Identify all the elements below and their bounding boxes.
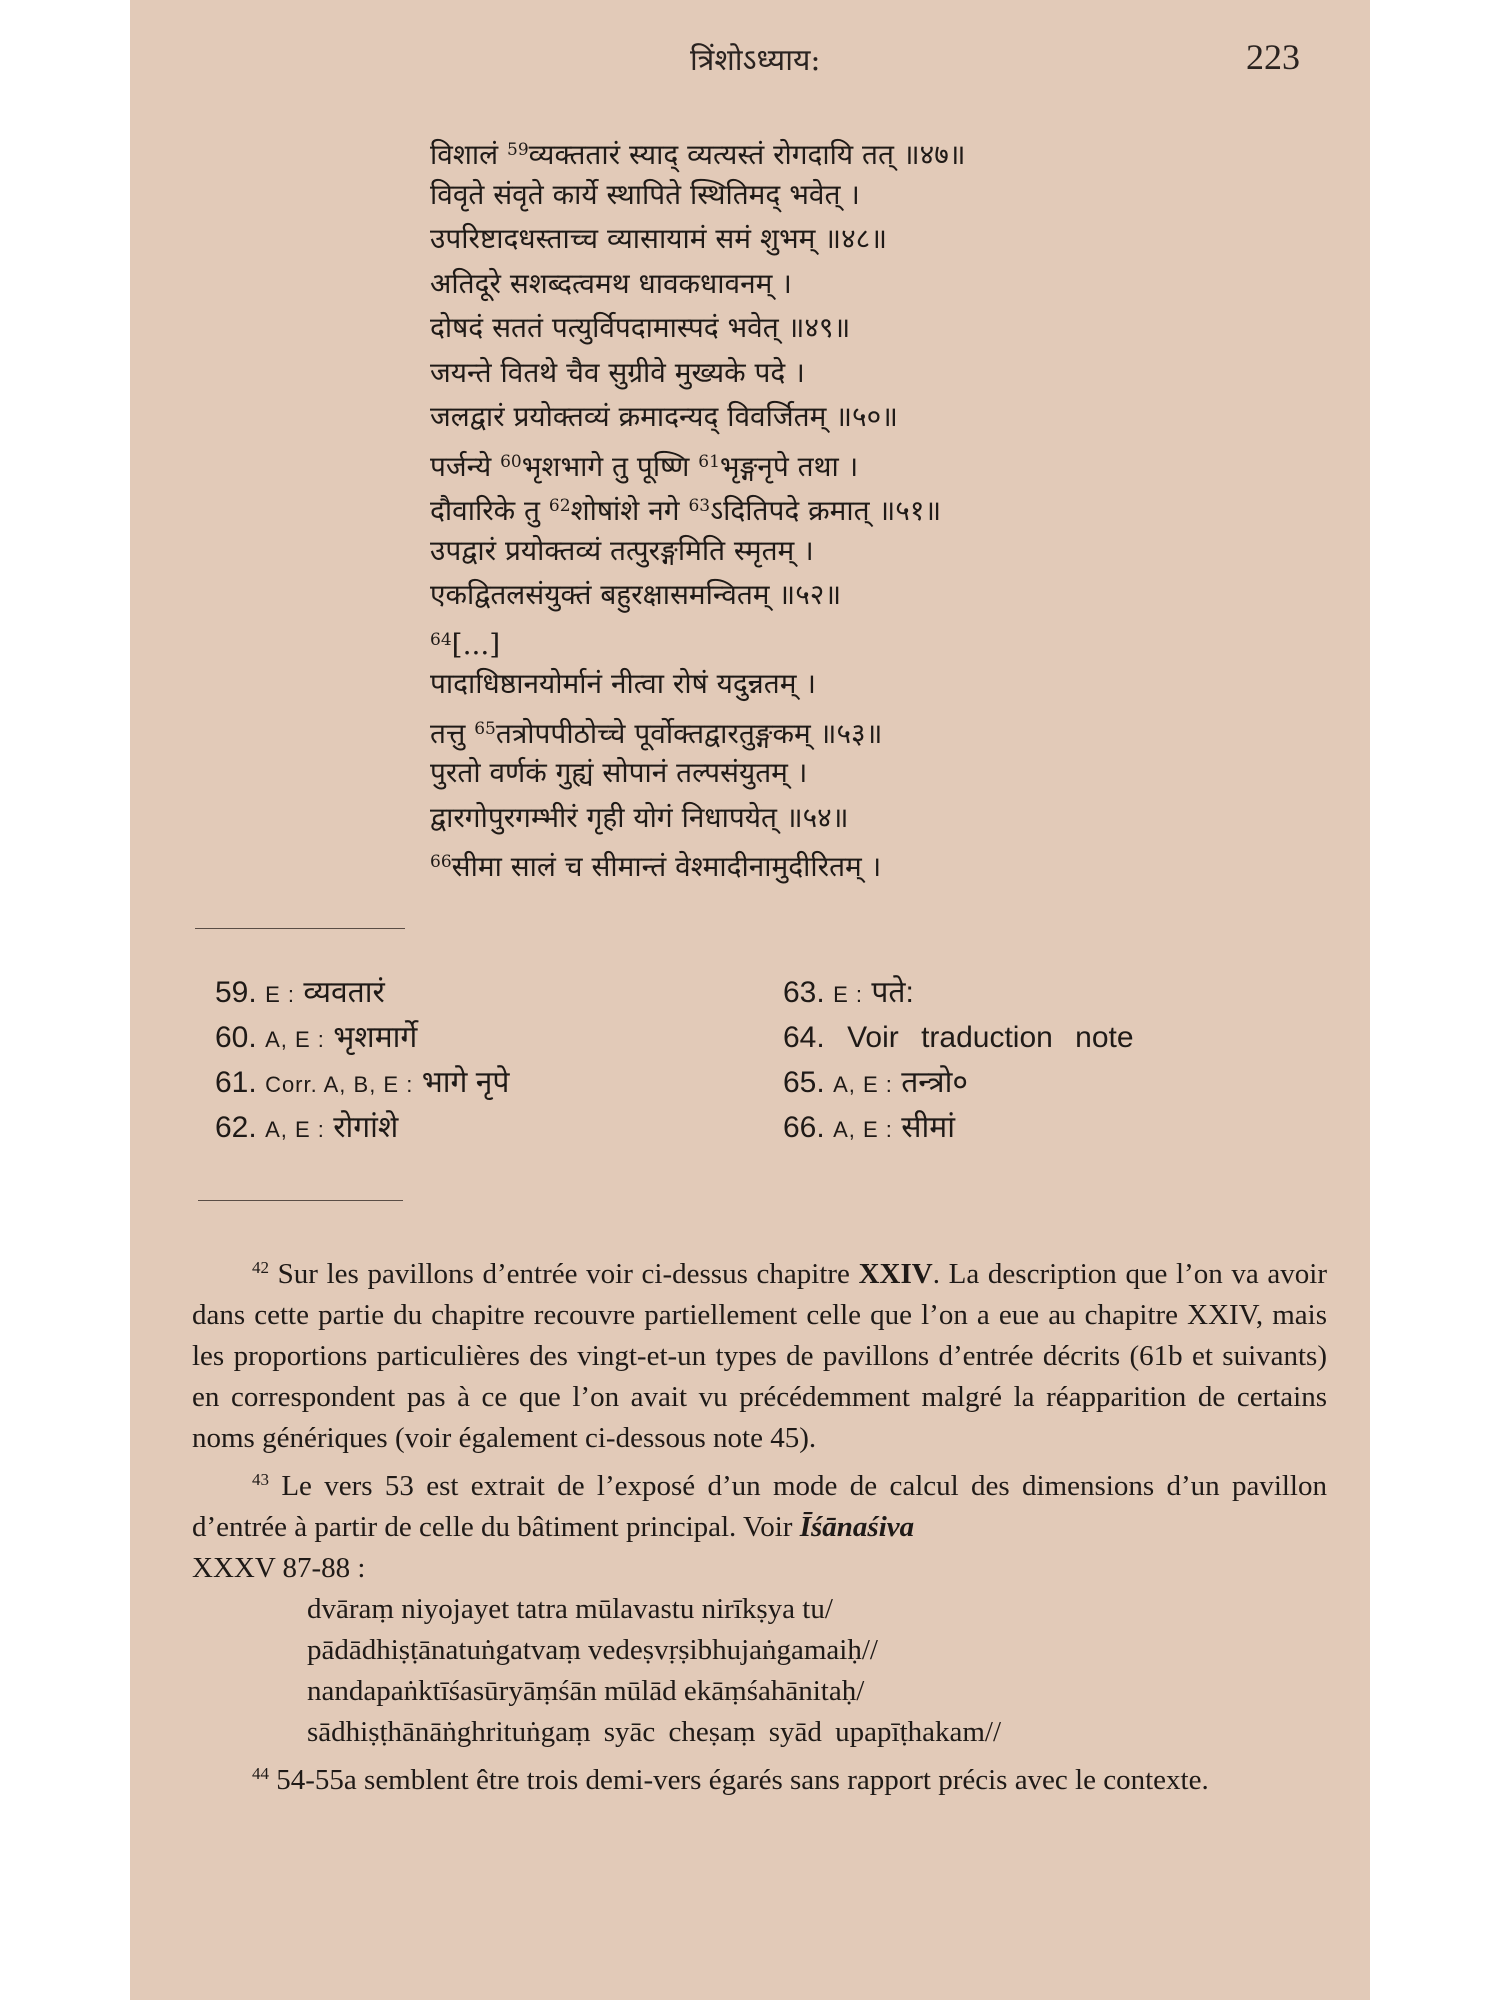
footnote-43: $^{43}$ Le vers 53 est extrait de l’exposé d’un mode de calcul des dimensions d’un pavillon d’entrée à partir de celle du bâtiment principal. Voir Īśānaśiva XXXV 87-88 : xyxy=(192,1470,1327,1584)
quote-line: dvāraṃ niyojayet tatra mūlavastu nirīkṣya tu/ xyxy=(307,1593,833,1625)
variant-note: 63. E : पते: xyxy=(783,976,914,1009)
verse-line: पर्जन्ये $^{60}$भृशभागे तु पूष्णि $^{61}$भृङ्गनृपे तथा । xyxy=(430,449,859,483)
verse-line: जलद्वारं प्रयोक्तव्यं क्रमादन्यद् विवर्जितम् ॥५०॥ xyxy=(430,400,898,433)
verse-line: अतिदूरे सशब्दत्वमथ धावकधावनम् । xyxy=(430,266,792,300)
verse-line: द्वारगोपुरगम्भीरं गृही योगं निधापयेत् ॥५४॥ xyxy=(430,800,849,834)
variant-note: 61. Corr. A, B, E : भागे नृपे xyxy=(215,1066,510,1099)
verse-line: पुरतो वर्णकं गुह्यं सोपानं तल्पसंयुतम् । xyxy=(430,756,808,789)
footnote-44: $^{44}$ 54-55a semblent être trois demi-vers égarés sans rapport précis avec le contexte. xyxy=(252,1764,1209,1796)
verse-line: विशालं $^{59}$व्यक्ततारं स्याद् व्यत्यस्तं रोगदायि तत् ॥४७॥ xyxy=(430,138,966,171)
footnote-42: $^{42}$ Sur les pavillons d’entrée voir ci-dessus chapitre XXIV. La description que l’on va avoir dans cette partie du chapitre recouvre partiellement celle que l’on a eue au chapitre XXIV, mais les proportions particulières des vingt-et-un types de pavillons d’entrée décrits (61b et suivants) en correspondent pas à ce que l’on avait vu précédemment malgré la réapparition de certains noms génériques (voir également ci-dessous note 45). xyxy=(192,1258,1328,1454)
verse-line: जयन्ते वितथे चैव सुग्रीवे मुख्यके पदे । xyxy=(430,355,805,389)
variant-notes-right xyxy=(783,970,1303,1150)
quote-line: nandapaṅktīśasūryāṃśān mūlād ekāṃśahānitaḥ/ xyxy=(307,1675,865,1707)
variant-note: 64. Voir traduction note xyxy=(783,1021,1134,1054)
verse-line: $^{66}$सीमा सालं च सीमान्तं वेश्मादीनामुदीरितम् । xyxy=(430,850,882,883)
variant-note: 59. E : व्यवतारं xyxy=(215,976,385,1009)
verse-line: एकद्वितलसंयुक्तं बहुरक्षासमन्वितम् ॥५२॥ xyxy=(430,578,842,611)
verse-line-lacuna: $^{64}$[...] xyxy=(430,627,501,661)
variant-note: 66. A, E : सीमां xyxy=(783,1111,955,1144)
footnote-43-quote xyxy=(192,1589,1327,1753)
verse-line: दोषदं सततं पत्युर्विपदामास्पदं भवेत् ॥४९॥ xyxy=(430,311,851,344)
sanskrit-verses xyxy=(430,128,1190,885)
translation-footnotes xyxy=(192,1247,1327,1801)
quote-line: pādādhiṣṭānatuṅgatvaṃ vedeṣvṛṣibhujaṅgamaiḥ// xyxy=(307,1634,878,1666)
variant-note: 62. A, E : रोगांशे xyxy=(215,1111,399,1144)
variant-note: 60. A, E : भृशमार्गे xyxy=(215,1021,418,1054)
quote-line: sādhiṣṭhānāṅghrituṅgaṃ syāc cheṣaṃ syād upapīṭhakam// xyxy=(307,1716,1002,1748)
verse-line: उपद्वारं प्रयोक्तव्यं तत्पुरङ्गमिति स्मृतम् । xyxy=(430,533,814,567)
variant-note: 65. A, E : तन्त्रो० xyxy=(783,1066,968,1099)
variant-notes-left xyxy=(215,970,735,1150)
separator-rule xyxy=(195,928,405,929)
verse-line: उपरिष्टादधस्ताच्च व्यासायामं समं शुभम् ॥४८॥ xyxy=(430,222,887,255)
book-page xyxy=(130,0,1370,2000)
running-head: त्रिंशोऽध्याय: xyxy=(690,43,821,78)
verse-line: विवृते संवृते कार्ये स्थापिते स्थितिमद् भवेत् । xyxy=(430,177,860,211)
verse-line: दौवारिके तु $^{62}$शोषांशे नगे $^{63}$ऽदितिपदे क्रमात् ॥५१॥ xyxy=(430,494,942,527)
verse-line: पादाधिष्ठानयोर्मानं नीत्वा रोषं यदुन्नतम् । xyxy=(430,667,816,700)
separator-rule xyxy=(198,1200,403,1201)
page-number: 223 xyxy=(1246,37,1300,77)
verse-line: तत्तु $^{65}$तत्रोपपीठोच्चे पूर्वोक्तद्वारतुङ्गकम् ॥५३॥ xyxy=(430,716,883,750)
